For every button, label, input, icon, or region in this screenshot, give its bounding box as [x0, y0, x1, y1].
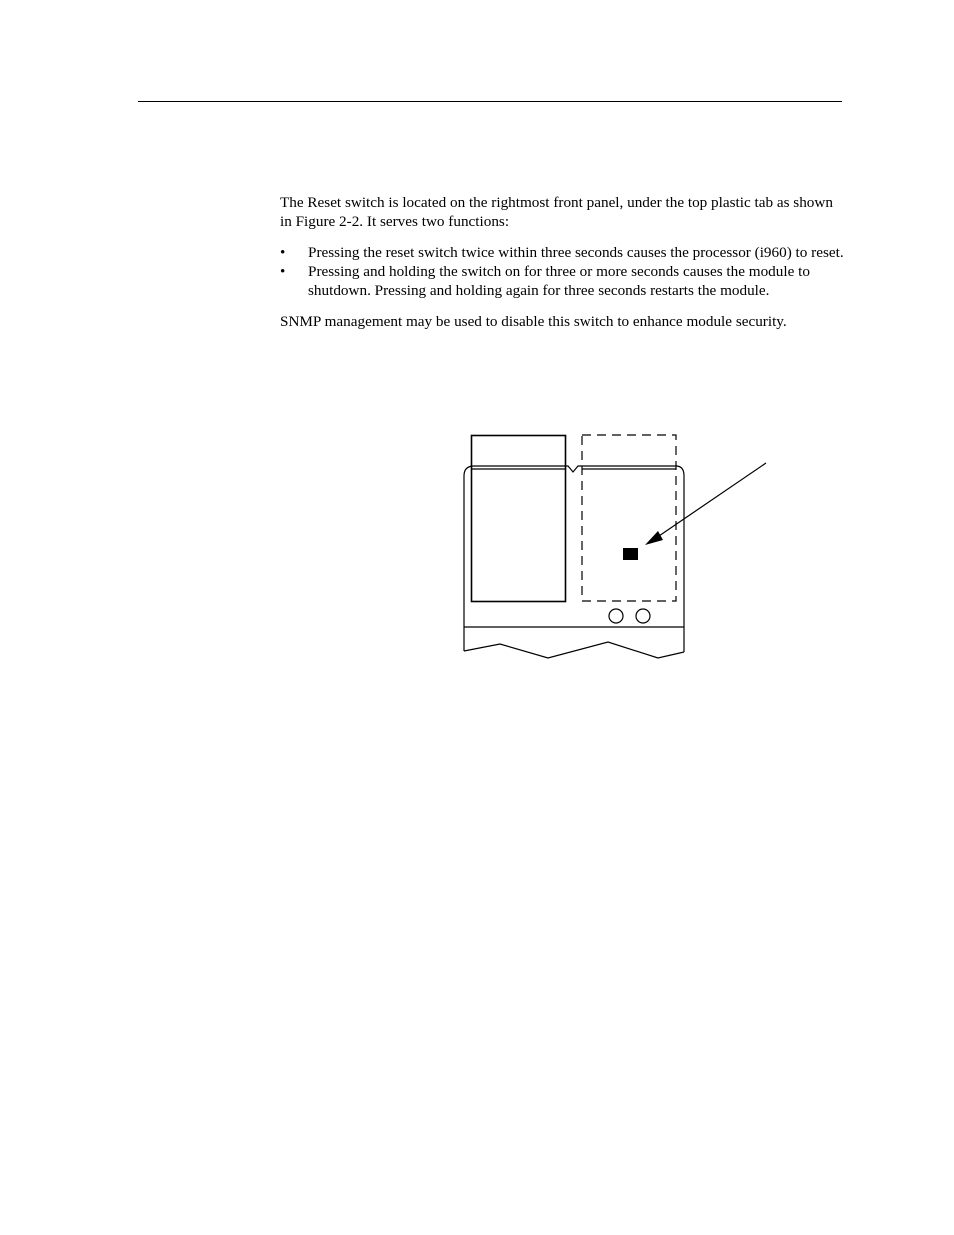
- chassis-outline: [464, 466, 684, 652]
- bullet-symbol: •: [280, 263, 286, 280]
- list-item-text: Pressing and holding the switch on for three or more seconds causes the module to shutdown. Pressing and holding again for three seconds restarts the module.: [308, 263, 810, 299]
- indicator-led-right: [636, 609, 650, 623]
- pointer-arrow-line: [656, 463, 766, 538]
- functions-list: [280, 243, 846, 300]
- header-rule: [138, 101, 842, 102]
- list-item: [280, 243, 846, 262]
- left-panel-tab: [472, 436, 566, 602]
- pointer-arrowhead: [645, 531, 663, 545]
- bullet-symbol: •: [280, 244, 286, 261]
- right-panel-hidden-tab: [582, 435, 676, 601]
- list-item-text: Pressing the reset switch twice within three seconds causes the processor (i960) to reset.: [308, 244, 844, 261]
- list-item: [280, 262, 846, 300]
- reset-switch: [623, 548, 638, 560]
- indicator-led-left: [609, 609, 623, 623]
- intro-paragraph: The Reset switch is located on the rightmost front panel, under the top plastic tab as shown in Figure 2-2. It serves two functions:: [280, 194, 833, 230]
- break-line: [464, 642, 684, 658]
- security-note: SNMP management may be used to disable this switch to enhance module security.: [280, 313, 787, 330]
- section-body: [280, 193, 846, 331]
